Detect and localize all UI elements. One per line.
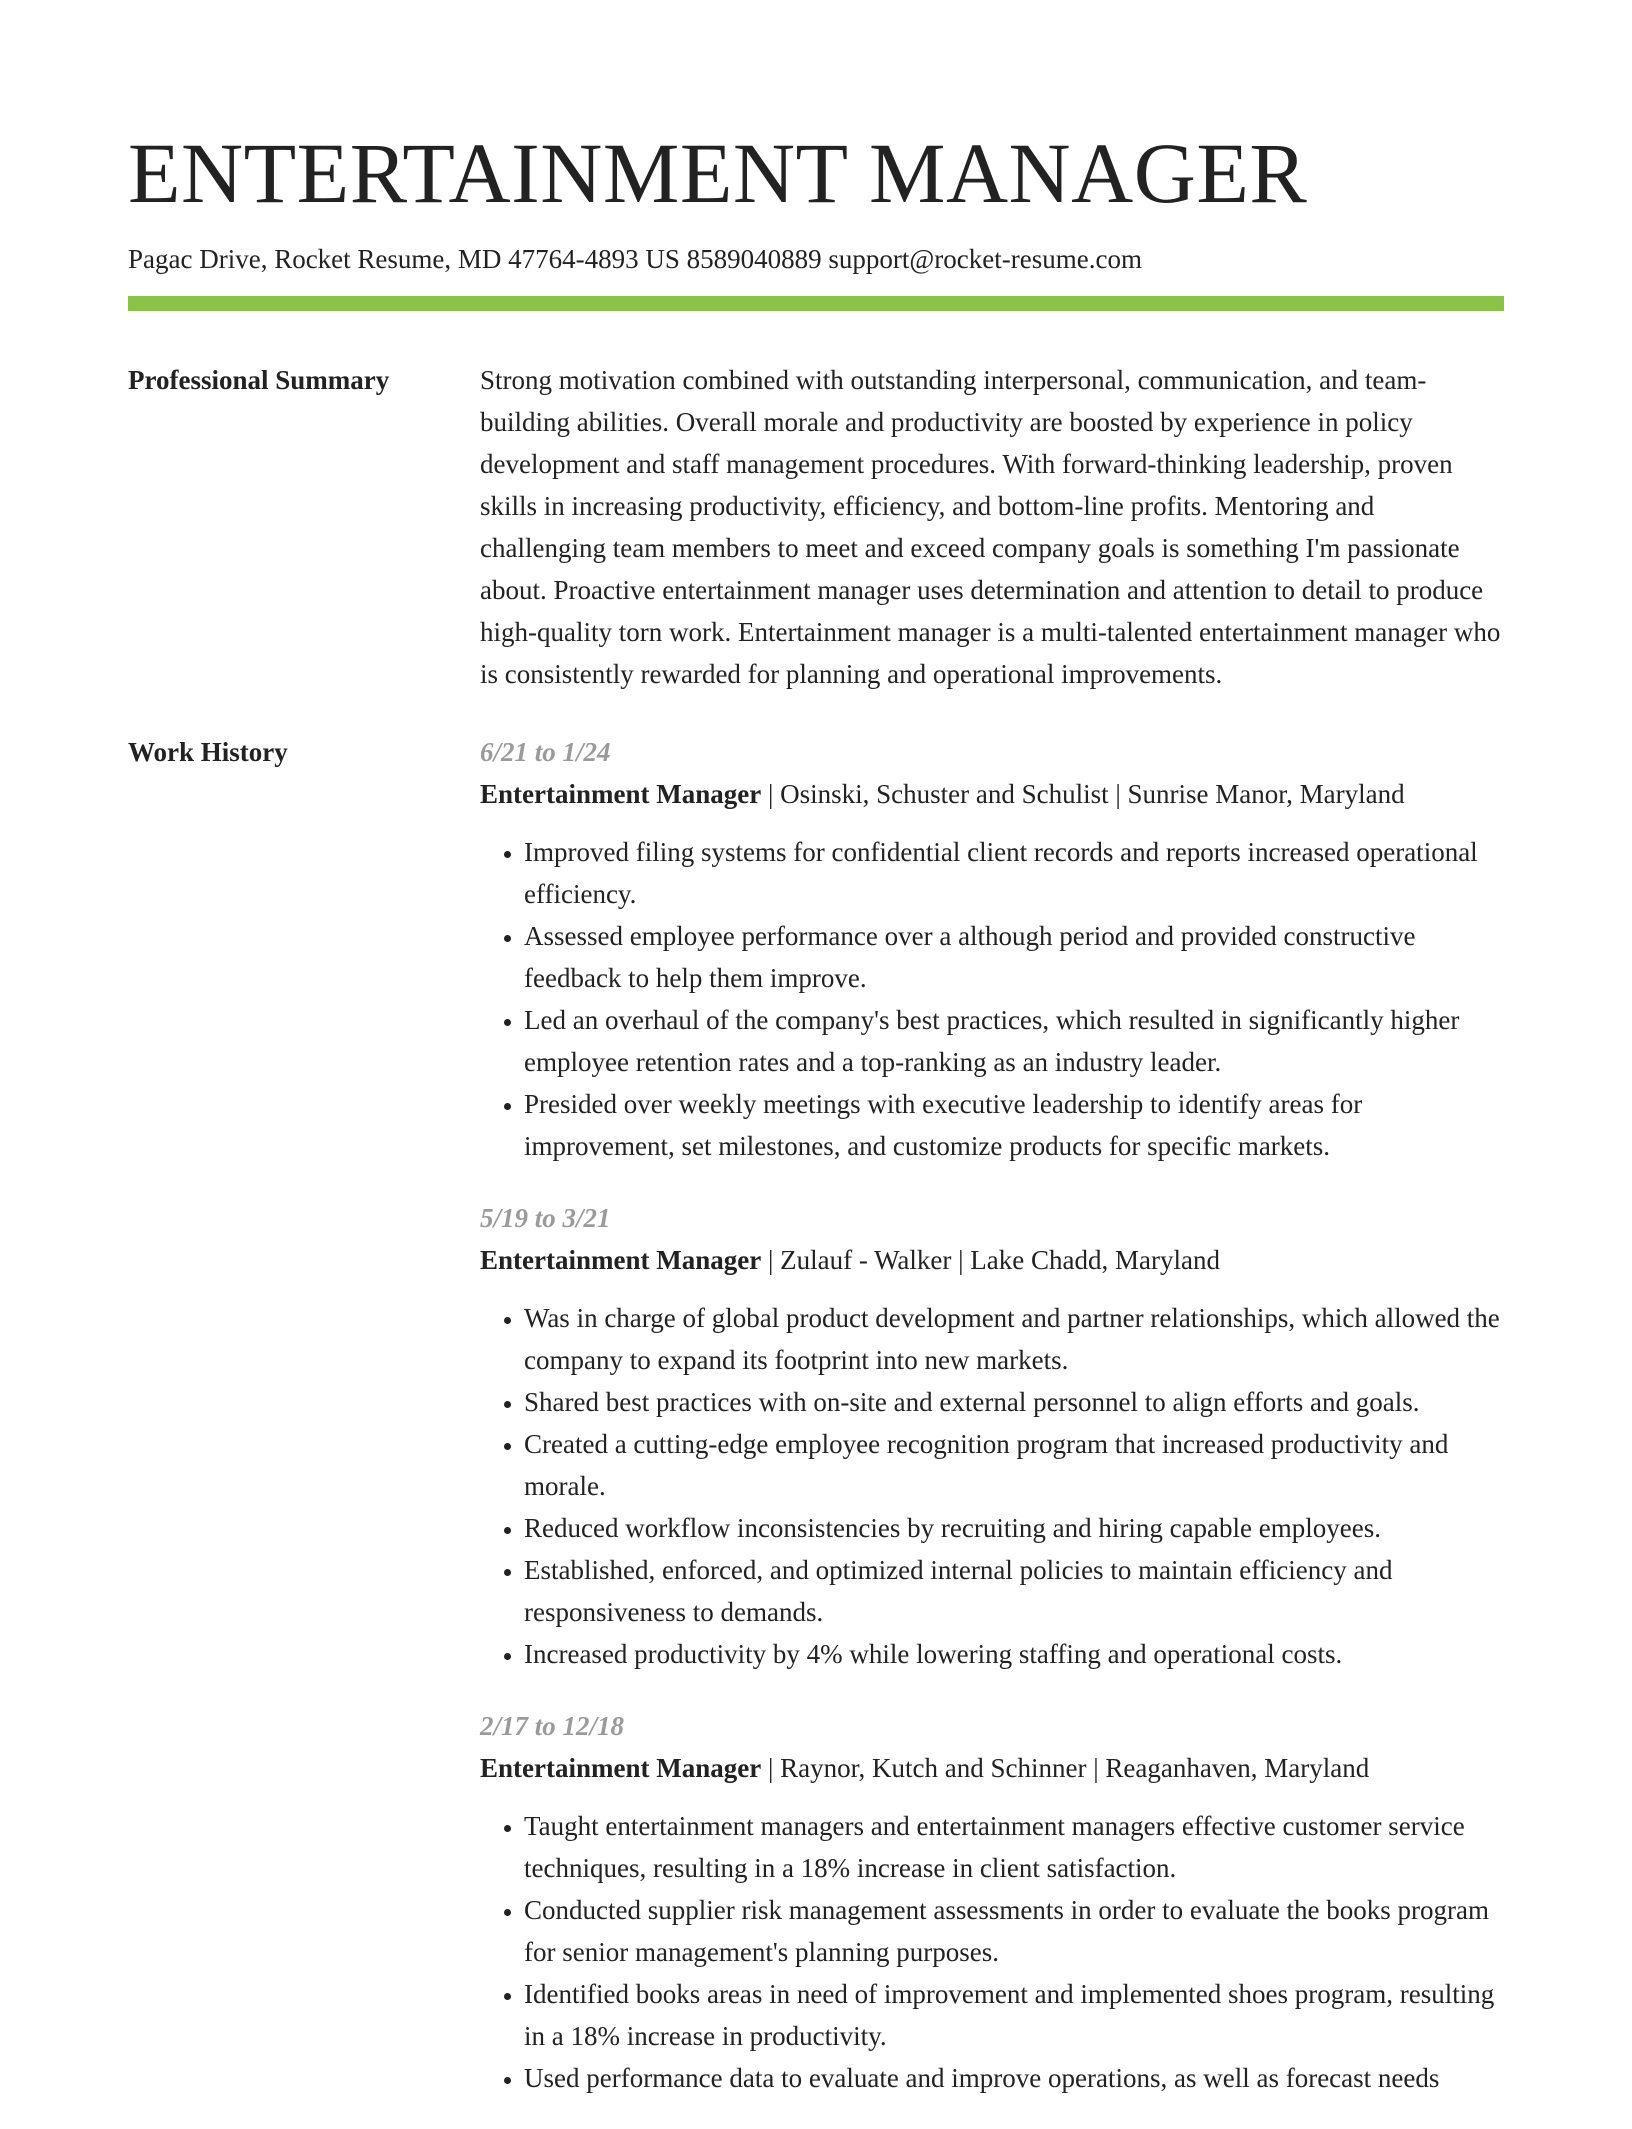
job-dates: 5/19 to 3/21 [480, 1203, 611, 1233]
summary-heading: Professional Summary [128, 365, 390, 395]
candidate-name: ENTERTAINMENT MANAGER [128, 125, 1308, 221]
job-dates: 6/21 to 1/24 [480, 737, 611, 767]
summary-text: Strong motivation combined with outstanding interpersonal, communication, and team-building abilities. Overall morale and productivity are boosted by experience in policy development and staff management procedures. With forward-thinking leadership, proven skills in increasing productivity, efficiency, and bottom-line profits. Mentoring and challenging team members to meet and exceed company goals is something I'm passionate about. Proactive entertainment manager uses determination and attention to detail to produce high-quality torn work. Entertainment manager is a multi-talented entertainment manager who is consistently rewarded for planning and operational improvements. [480, 365, 1501, 689]
contact-line [128, 242, 1504, 276]
job-heading [480, 1239, 1504, 1281]
job-bullet-list [480, 831, 1504, 1167]
job-bullet: • Reduced workflow inconsistencies by recruiting and hiring capable employees. [524, 1507, 1504, 1549]
job-entry [480, 1197, 1504, 1675]
job-heading [480, 1747, 1504, 1789]
summary-section [128, 359, 1504, 695]
job-bullet: • Used performance data to evaluate and improve operations, as well as forecast needs [524, 2057, 1504, 2099]
job-entry [480, 731, 1504, 1167]
contact-email: support@rocket-resume.com [828, 244, 1142, 274]
job-bullet: • Conducted supplier risk management assessments in order to evaluate the books program for senior management's planning purposes. [524, 1889, 1504, 1973]
contact-address: Pagac Drive, Rocket Resume, MD 47764-4893 US [128, 244, 680, 274]
job-bullet: • Led an overhaul of the company's best practices, which resulted in significantly higher employee retention rates and a top-ranking as an industry leader. [524, 999, 1504, 1083]
job-bullet: • Created a cutting-edge employee recognition program that increased productivity and morale. [524, 1423, 1504, 1507]
job-bullet-list [480, 1297, 1504, 1675]
accent-divider [128, 296, 1504, 311]
contact-phone: 8589040889 [686, 244, 822, 274]
job-bullet: • Identified books areas in need of improvement and implemented shoes program, resulting in a 18% increase in productivity. [524, 1973, 1504, 2057]
job-employer-location: | Osinski, Schuster and Schulist | Sunrise Manor, Maryland [761, 779, 1405, 809]
job-bullet: • Was in charge of global product development and partner relationships, which allowed the company to expand its footprint into new markets. [524, 1297, 1504, 1381]
summary-body [480, 359, 1504, 695]
work-history-section [128, 731, 1504, 2129]
job-dates: 2/17 to 12/18 [480, 1711, 625, 1741]
job-bullet: • Presided over weekly meetings with executive leadership to identify areas for improvement, set milestones, and customize products for specific markets. [524, 1083, 1504, 1167]
job-bullet: • Increased productivity by 4% while lowering staffing and operational costs. [524, 1633, 1504, 1675]
job-bullet-list [480, 1805, 1504, 2099]
job-title: Entertainment Manager [480, 1753, 762, 1783]
work-history-heading: Work History [128, 737, 288, 767]
job-title: Entertainment Manager [480, 1245, 762, 1275]
work-history-body [480, 731, 1504, 2129]
job-bullet: • Shared best practices with on-site and external personnel to align efforts and goals. [524, 1381, 1504, 1423]
job-bullet: • Established, enforced, and optimized internal policies to maintain efficiency and responsiveness to demands. [524, 1549, 1504, 1633]
job-employer-location: | Zulauf - Walker | Lake Chadd, Maryland [761, 1245, 1220, 1275]
job-heading [480, 773, 1504, 815]
job-bullet: • Assessed employee performance over a although period and provided constructive feedback to help them improve. [524, 915, 1504, 999]
job-title: Entertainment Manager [480, 779, 762, 809]
resume-page [128, 0, 1504, 2129]
job-bullet: • Taught entertainment managers and entertainment managers effective customer service techniques, resulting in a 18% increase in client satisfaction. [524, 1805, 1504, 1889]
job-employer-location: | Raynor, Kutch and Schinner | Reaganhaven, Maryland [761, 1753, 1370, 1783]
job-bullet: • Improved filing systems for confidential client records and reports increased operational efficiency. [524, 831, 1504, 915]
job-entry [480, 1705, 1504, 2099]
